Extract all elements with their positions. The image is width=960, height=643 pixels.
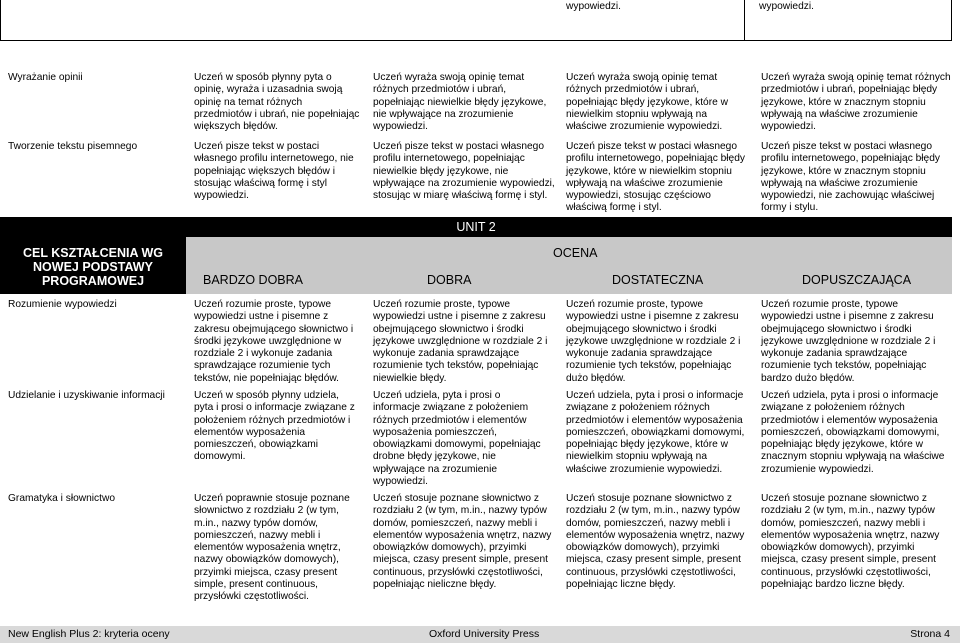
- row-label: Tworzenie tekstu pisemnego: [8, 141, 138, 152]
- criteria-cell: Uczeń stosuje poznane słownictwo z rozdziału 2 (w tym, m.in., nazwy typów domów, pomieszczeń, nazwy mebli i elementów wyposażenia wnętrz, nazwy obowiązków domowych), przyimki miejsca, czasy present simple, present continuous, przysłówki częstotliwości, popełniając liczne błędy.: [566, 493, 745, 591]
- criteria-cell: Uczeń udziela, pyta i prosi o informacje związane z położeniem różnych przedmiotów i elementów wyposażenia pomieszczeń, obowiązkami domowymi, popełniając drobne błędy językowe, nie wpływające na zrozumienie wypowiedzi.: [373, 390, 541, 488]
- grade-label: BARDZO DOBRA: [203, 273, 304, 287]
- criteria-cell: Uczeń rozumie proste, typowe wypowiedzi ustne i pisemne z zakresu obejmującego słownictwo i środki językowe uwzględnione w rozdziale 2 i wykonuje zadania sprawdzające rozumienie tych tekstów, popełniając bardzo dużo błędów.: [761, 299, 936, 384]
- criteria-cell: Uczeń wyraża swoją opinię temat różnych przedmiotów i ubrań, popełniając błędy językowe, które w znacznym stopniu wpływają na właściwe zrozumienie wypowiedzi.: [761, 72, 951, 133]
- grade-label: DOBRA: [427, 273, 472, 287]
- criteria-cell: Uczeń w sposób płynny udziela, pyta i prosi o informacje związane z położeniem różnych przedmiotów i elementów wyposażenia pomieszczeń, obowiązkami domowymi.: [194, 390, 355, 463]
- criteria-cell: Uczeń udziela, pyta i prosi o informacje związane z położeniem różnych przedmiotów i elementów wyposażenia pomieszczeń, obowiązkami domowymi, popełniając błędy językowe, które w znacznym stopniu wpływają na właściwe zrozumienie wypowiedzi.: [761, 390, 945, 475]
- criteria-cell: Uczeń pisze tekst w postaci własnego profilu internetowego, popełniając błędy językowe, które w znacznym stopniu wpływają na właściwe zrozumienie wypowiedzi, nie zachowując właściwej formy i stylu.: [761, 141, 940, 214]
- criteria-cell: Uczeń rozumie proste, typowe wypowiedzi ustne i pisemne z zakresu obejmującego słownictwo i środki językowe uwzględnione w rozdziale 2 i wykonuje zadania sprawdzające rozumienie tych tekstów, popełniając niewielkie błędy.: [373, 299, 548, 384]
- top-row-cell: wypowiedzi.: [759, 1, 814, 12]
- grade-title: OCENA: [553, 246, 598, 260]
- criteria-cell: Uczeń pisze tekst w postaci własnego profilu internetowego, nie popełniając większych błędów i stosując właściwą formę i styl wypowiedzi.: [194, 141, 354, 202]
- row-label: Rozumienie wypowiedzi: [8, 299, 117, 310]
- criteria-cell: Uczeń stosuje poznane słownictwo z rozdziału 2 (w tym, m.in., nazwy typów domów, pomieszczeń, nazwy mebli i elementów wyposażenia wnętrz, nazwy obowiązków domowych), przyimki miejsca, czasy present simple, present continuous, przysłówki częstotliwości, popełniając bardzo liczne błędy.: [761, 493, 940, 591]
- grade-label: DOSTATECZNA: [612, 273, 704, 287]
- criteria-cell: Uczeń pisze tekst w postaci własnego profilu internetowego, popełniając niewielkie błędy językowe, nie wpływające na zrozumienie wypowiedzi, stosując w miarę właściwą formę i styl.: [373, 141, 555, 202]
- criteria-cell: Uczeń udziela, pyta i prosi o informacje związane z położeniem różnych przedmiotów i elementów wyposażenia pomieszczeń, obowiązkami domowymi, popełniając błędy językowe, które w niewielkim stopniu wpływają na właściwe zrozumienie wypowiedzi.: [566, 390, 745, 475]
- row-label: Gramatyka i słownictwo: [8, 493, 115, 504]
- top-row-cell: wypowiedzi.: [566, 1, 621, 12]
- page-footer: [0, 626, 960, 643]
- criteria-cell: Uczeń w sposób płynny pyta o opinię, wyraża i uzasadnia swoją opinię na temat różnych przedmiotów i ubrań, nie popełniając większych błędów.: [194, 72, 360, 133]
- row-label: Udzielanie i uzyskiwanie informacji: [8, 390, 165, 401]
- criteria-cell: Uczeń wyraża swoją opinię temat różnych przedmiotów i ubrań, popełniając błędy językowe, które w niewielkim stopniu wpływają na właściwe zrozumienie wypowiedzi.: [566, 72, 728, 133]
- criteria-cell: Uczeń stosuje poznane słownictwo z rozdziału 2 (w tym, m.in., nazwy typów domów, pomieszczeń, nazwy mebli i elementów wyposażenia wnętrz, nazwy obowiązków domowych), przyimki miejsca, czasy present simple, present continuous, przysłówki częstotliwości, popełniając nieliczne błędy.: [373, 493, 552, 591]
- goal-title: CEL KSZTAŁCENIA WG NOWEJ PODSTAWY PROGRAMOWEJ: [22, 246, 164, 288]
- criteria-cell: Uczeń rozumie proste, typowe wypowiedzi ustne i pisemne z zakresu obejmującego słownictwo i środki językowe uwzględnione w rozdziale 2 i wykonuje zadania sprawdzające rozumienie tych tekstów, popełniając dużo błędów.: [566, 299, 741, 384]
- grade-label: DOPUSZCZAJĄCA: [802, 273, 912, 287]
- unit-title: UNIT 2: [0, 217, 952, 237]
- criteria-cell: Uczeń wyraża swoją opinię temat różnych przedmiotów i ubrań, popełniając niewielkie błędy językowe, nie wpływające na zrozumienie wypowiedzi.: [373, 72, 547, 133]
- footer-page-number: Strona 4: [910, 628, 950, 640]
- criteria-cell: Uczeń pisze tekst w postaci własnego profilu internetowego, popełniając błędy językowe, które w niewielkim stopniu wpływają na właściwe zrozumienie wypowiedzi, stosując częściowo właściwą formę i styl.: [566, 141, 745, 214]
- footer-publisher: Oxford University Press: [429, 628, 540, 640]
- row-label: Wyrażanie opinii: [8, 72, 83, 83]
- criteria-cell: Uczeń rozumie proste, typowe wypowiedzi ustne i pisemne z zakresu obejmującego słownictwo i środki językowe uwzględnione w rozdziale 2 i wykonuje zadania sprawdzające rozumienie tych tekstów, nie popełniając błędów.: [194, 299, 354, 384]
- criteria-cell: Uczeń poprawnie stosuje poznane słownictwo z rozdziału 2 (w tym, m.in., nazwy typów domów, pomieszczeń, nazwy mebli i elementów wyposażenia wnętrz, nazwy obowiązków domowych), przyimki miejsca, czasy present simple, present continuous, przysłówki częstotliwości.: [194, 493, 350, 603]
- footer-title: New English Plus 2: kryteria oceny: [8, 628, 170, 640]
- goal-title-box: [0, 237, 186, 294]
